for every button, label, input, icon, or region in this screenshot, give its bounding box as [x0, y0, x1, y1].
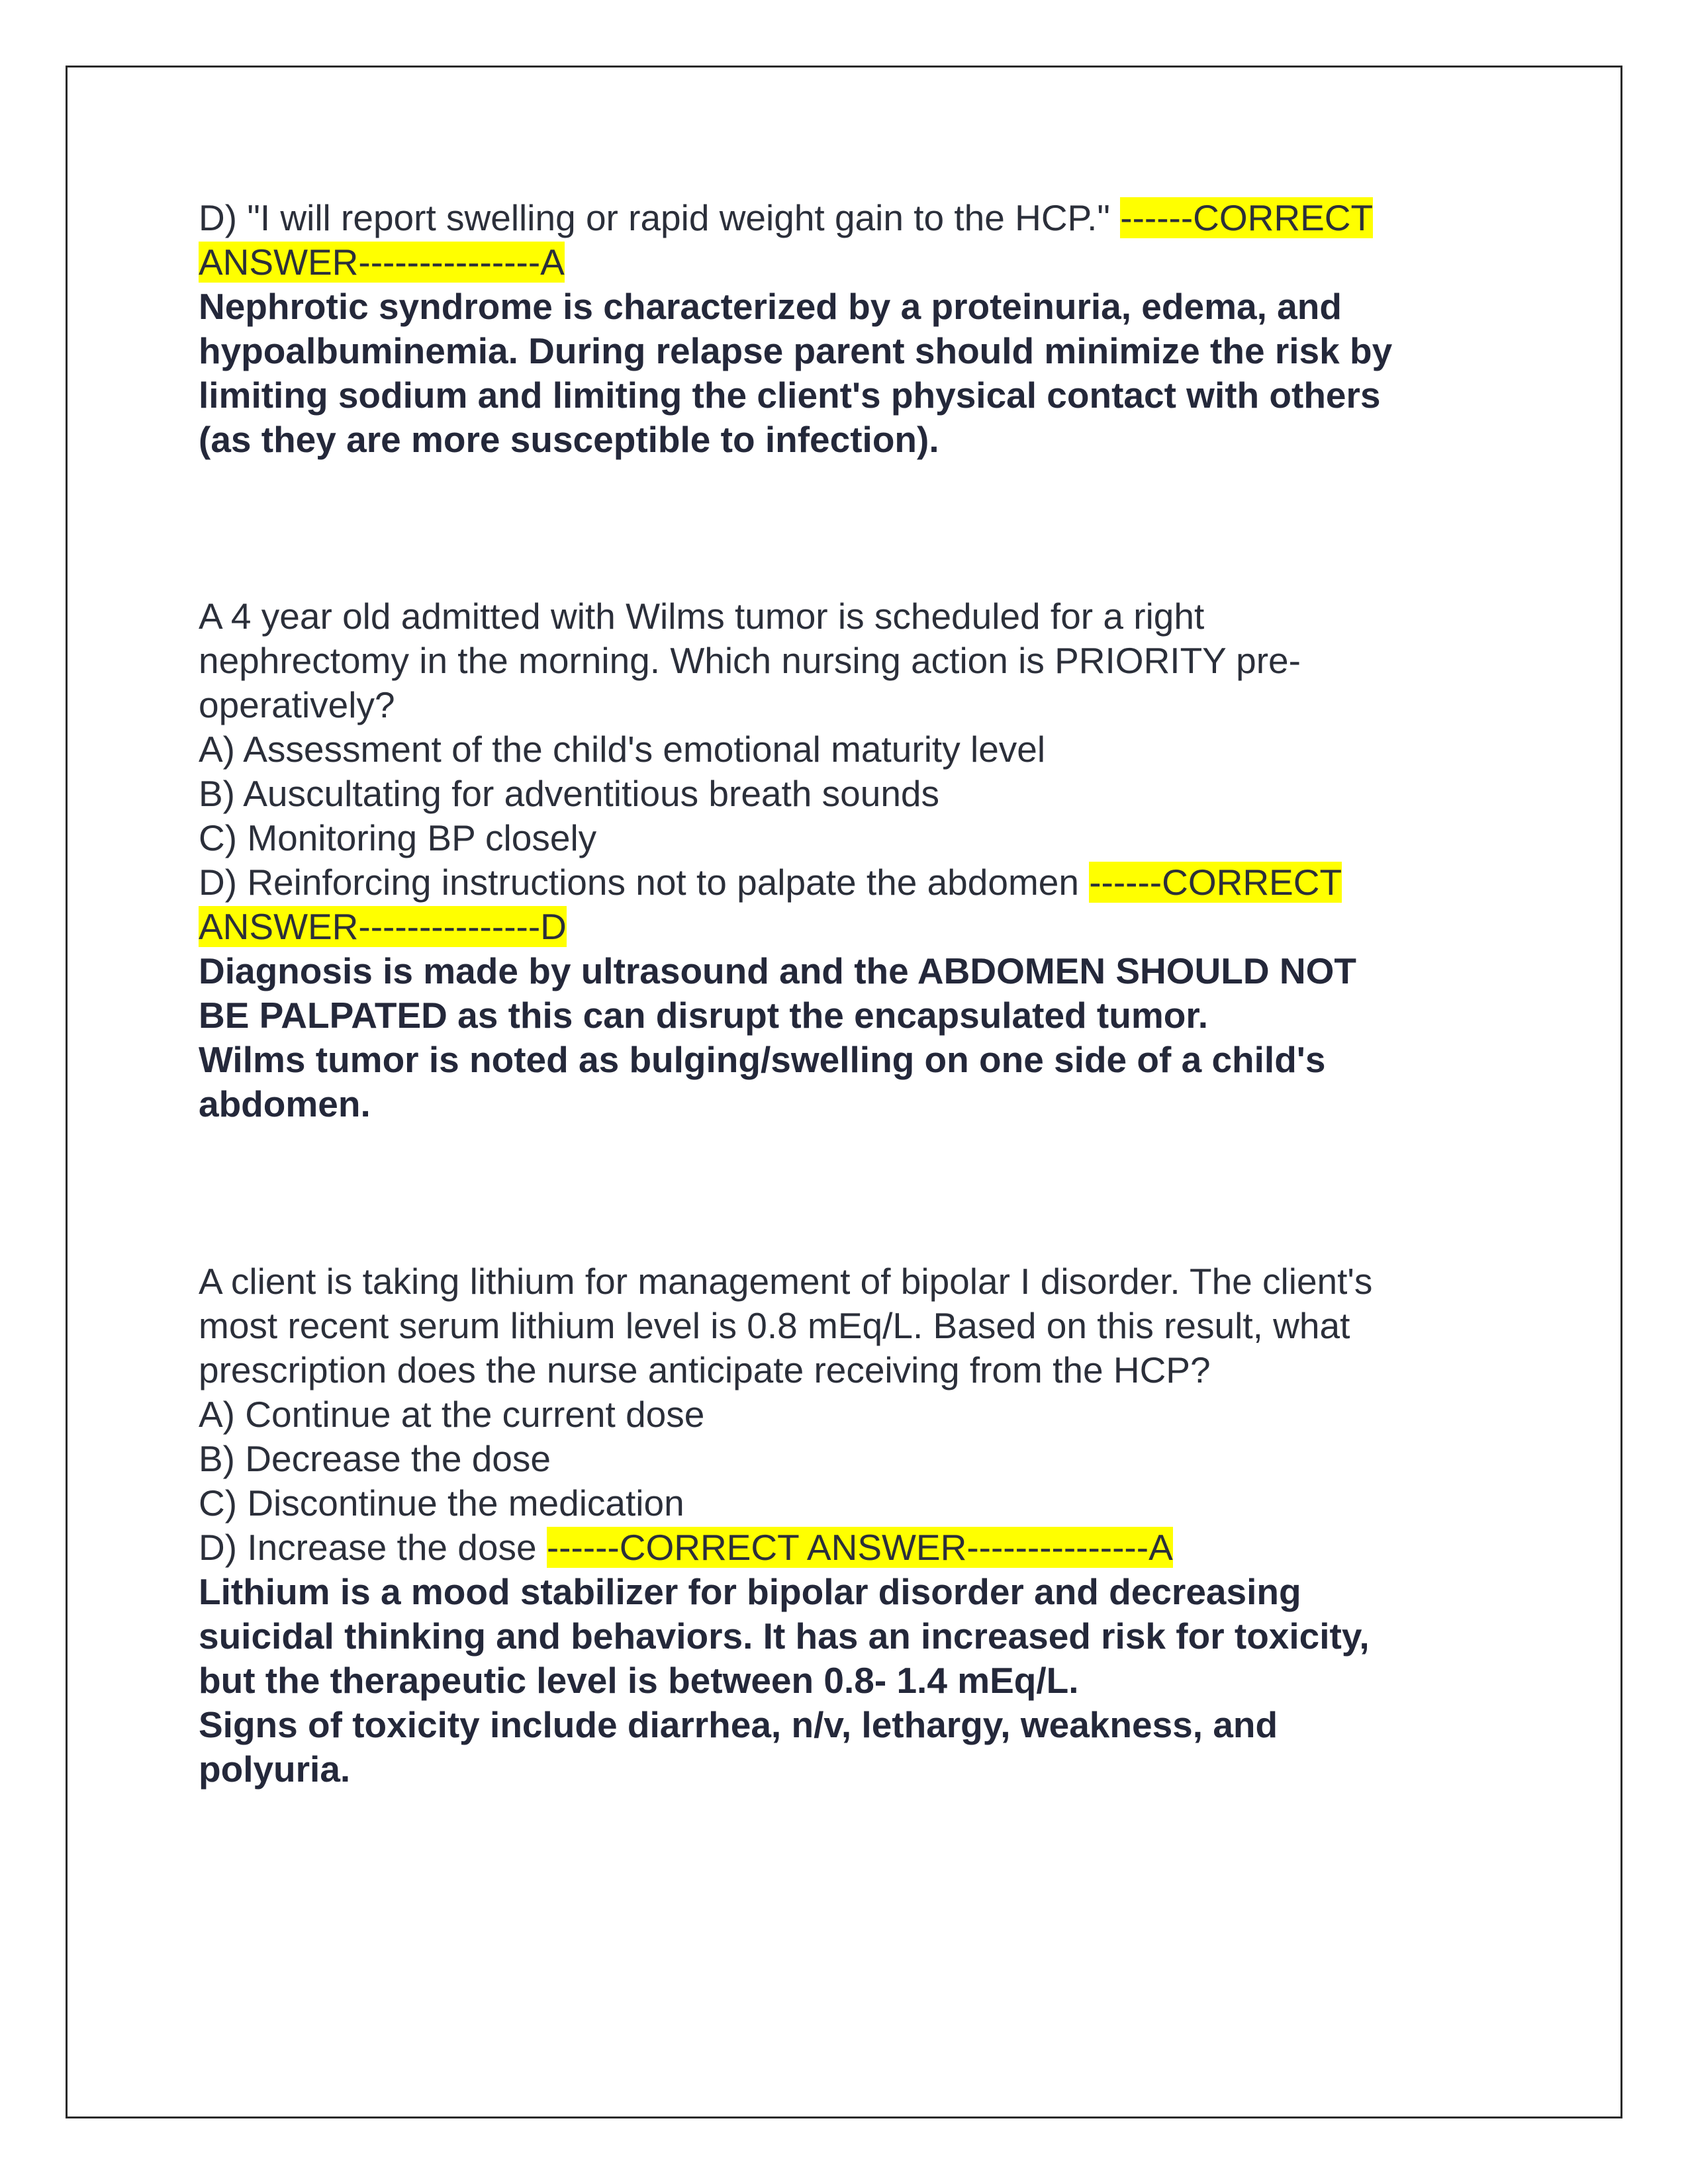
q3-stem-line: A client is taking lithium for management of bipolar I disorder. The client's [199, 1261, 1373, 1302]
q2-correct-answer-highlight: ------CORRECT [1089, 862, 1342, 903]
q3-stem-line: prescription does the nurse anticipate receiving from the HCP? [199, 1349, 1211, 1390]
spacer [199, 462, 1489, 594]
q3-correct-answer-highlight: ------CORRECT ANSWER---------------A [546, 1527, 1173, 1568]
q2-answer-line-2 [199, 905, 1489, 949]
q3-option-c: C) Discontinue the medication [199, 1482, 684, 1524]
question-1 [199, 196, 1489, 462]
q2-correct-answer-highlight-2: ANSWER---------------D [199, 906, 567, 947]
q1-correct-answer-highlight: ------CORRECT [1120, 197, 1374, 238]
q2-stem-line: A 4 year old admitted with Wilms tumor is scheduled for a right [199, 596, 1205, 637]
q2-option-d: D) Reinforcing instructions not to palpate the abdomen [199, 862, 1090, 903]
q3-rationale-line: Lithium is a mood stabilizer for bipolar disorder and decreasing [199, 1571, 1301, 1612]
document-content [199, 196, 1489, 1792]
q2-rationale-line: abdomen. [199, 1083, 371, 1124]
q1-answer-line-2 [199, 240, 1489, 285]
q2-rationale-line: Diagnosis is made by ultrasound and the ABDOMEN SHOULD NOT [199, 950, 1356, 991]
question-3 [199, 1259, 1489, 1792]
spacer [199, 1126, 1489, 1259]
q3-option-a: A) Continue at the current dose [199, 1394, 705, 1435]
q2-option-a: A) Assessment of the child's emotional maturity level [199, 729, 1046, 770]
q3-stem-line: most recent serum lithium level is 0.8 mEq/L. Based on this result, what [199, 1305, 1350, 1346]
q2-rationale-line: Wilms tumor is noted as bulging/swelling on one side of a child's [199, 1039, 1326, 1080]
q1-rationale-line: hypoalbuminemia. During relapse parent should minimize the risk by [199, 330, 1393, 371]
q1-correct-answer-highlight-2: ANSWER---------------A [199, 242, 565, 283]
q2-option-b: B) Auscultating for adventitious breath sounds [199, 773, 940, 814]
q2-rationale-line: BE PALPATED as this can disrupt the encapsulated tumor. [199, 995, 1208, 1036]
q3-option-d: D) Increase the dose [199, 1527, 547, 1568]
q1-answer-line [199, 196, 1489, 240]
q3-rationale-line: Signs of toxicity include diarrhea, n/v, lethargy, weakness, and [199, 1704, 1278, 1745]
q3-rationale-line: suicidal thinking and behaviors. It has an increased risk for toxicity, [199, 1615, 1370, 1657]
q1-rationale-line: Nephrotic syndrome is characterized by a proteinuria, edema, and [199, 286, 1342, 327]
q3-rationale-line: but the therapeutic level is between 0.8- 1.4 mEq/L. [199, 1660, 1079, 1701]
question-2 [199, 594, 1489, 1126]
q1-option-d: D) "I will report swelling or rapid weight gain to the HCP." [199, 197, 1121, 238]
q1-rationale-line: (as they are more susceptible to infection). [199, 419, 939, 460]
q2-stem-line: operatively? [199, 684, 395, 725]
q3-option-d-line [199, 1525, 1489, 1570]
q2-option-c: C) Monitoring BP closely [199, 817, 597, 858]
q3-rationale-line: polyuria. [199, 1749, 351, 1790]
q3-option-b: B) Decrease the dose [199, 1438, 551, 1479]
q2-option-d-line [199, 860, 1489, 905]
q2-stem-line: nephrectomy in the morning. Which nursing action is PRIORITY pre- [199, 640, 1301, 681]
q1-rationale-line: limiting sodium and limiting the client's physical contact with others [199, 375, 1381, 416]
